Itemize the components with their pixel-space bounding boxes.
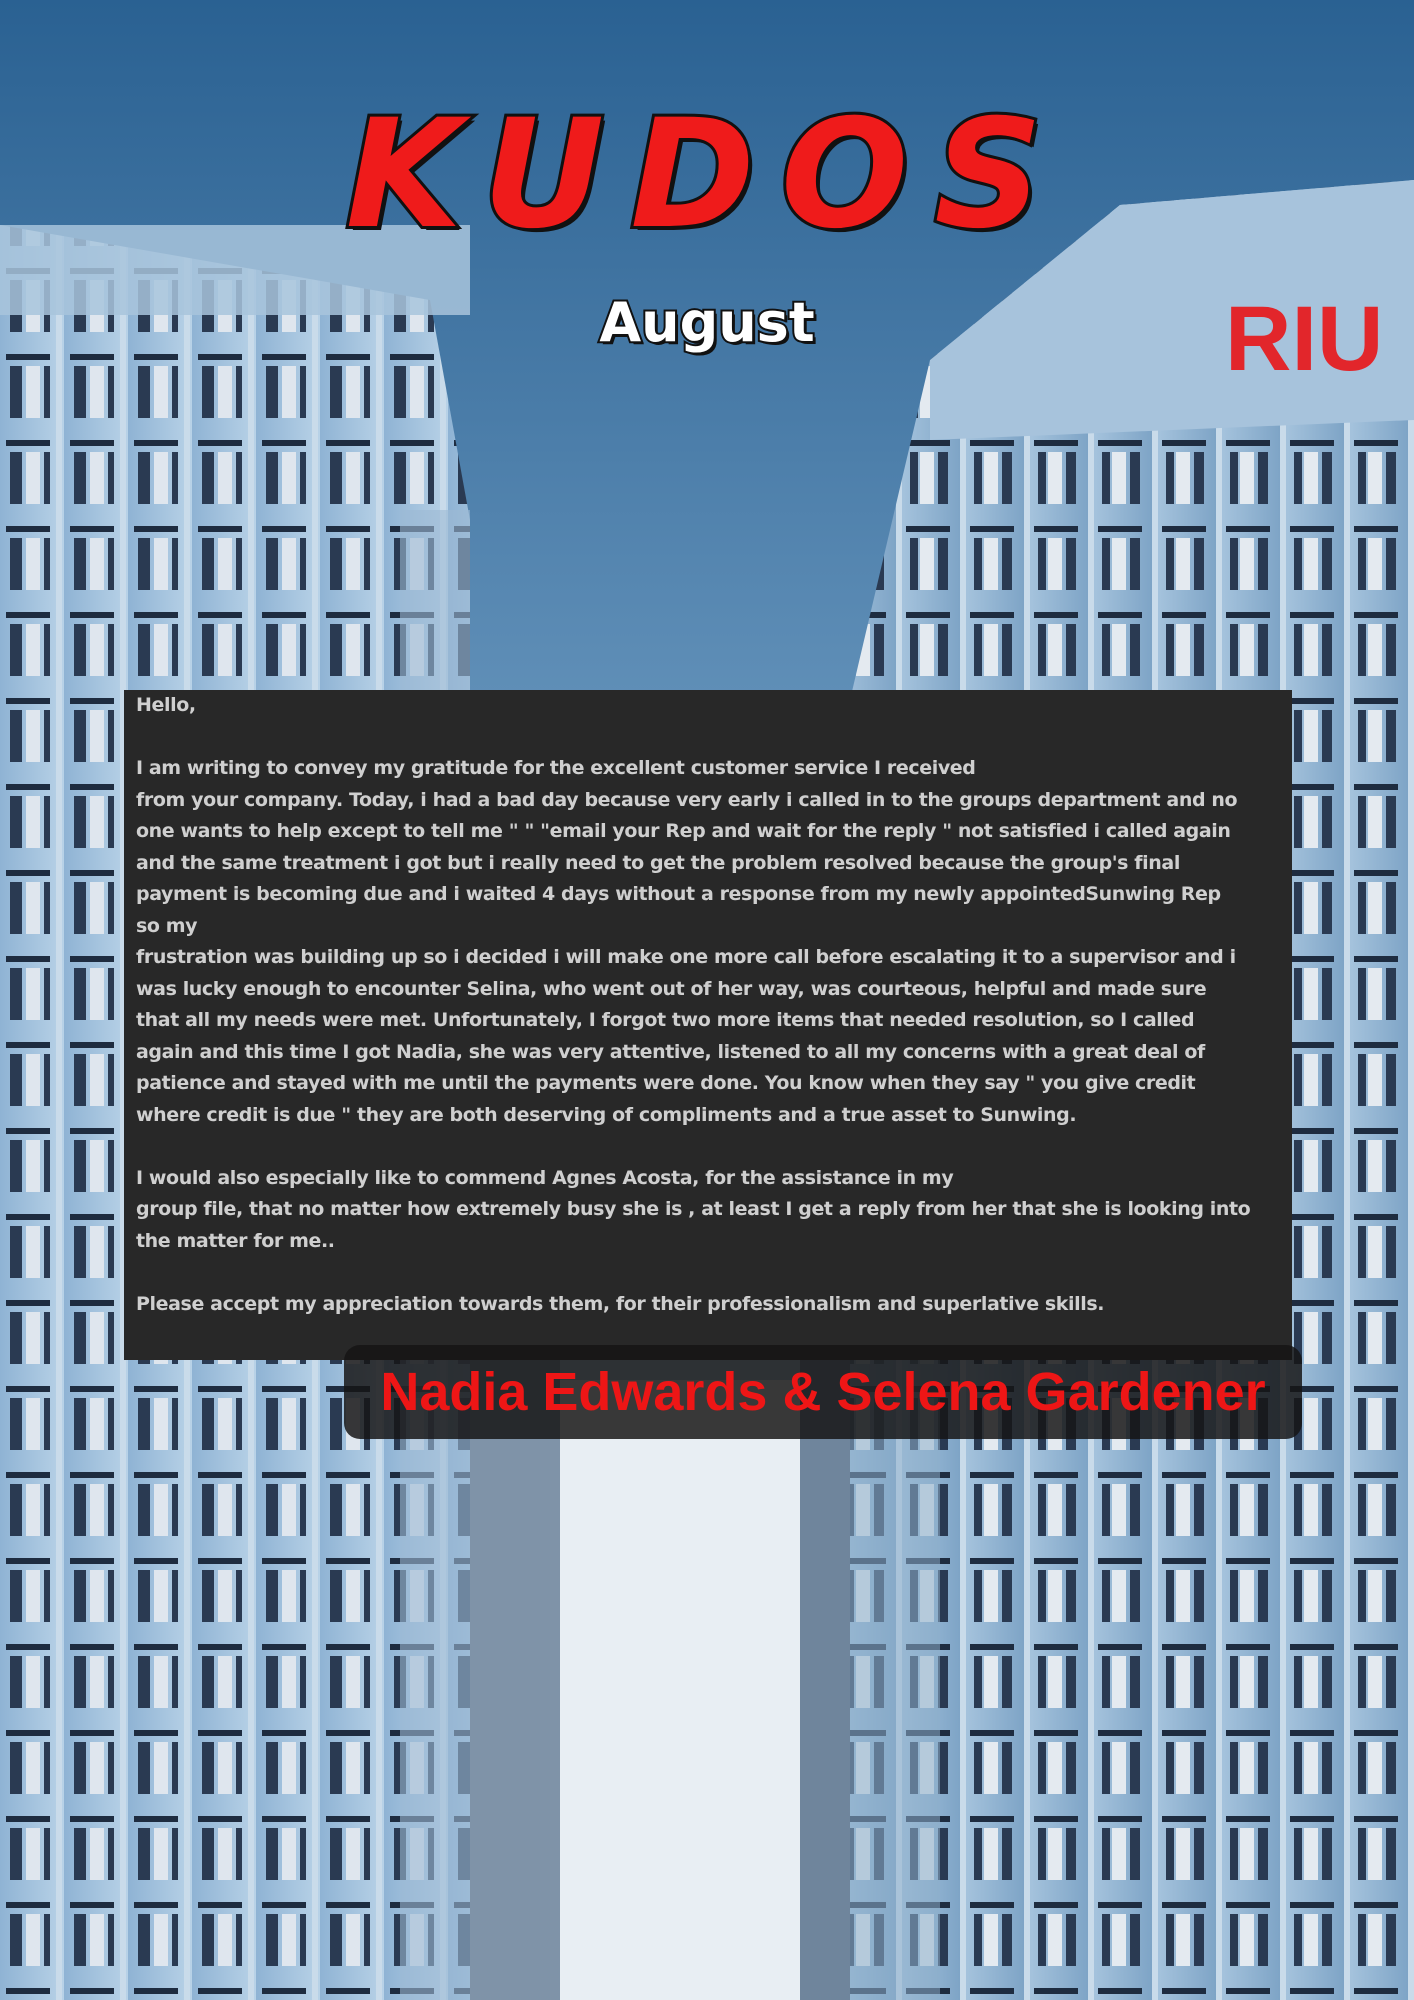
- letter-panel: [124, 690, 1292, 1360]
- building-sign-text: RIU: [1225, 288, 1384, 390]
- letter-line: again and this time I got Nadia, she was very attentive, listened to all my concerns with a great deal of: [136, 1040, 1205, 1063]
- letter-line: where credit is due " they are both deserving of compliments and a true asset to Sunwing.: [136, 1103, 1077, 1126]
- letter-line: and the same treatment i got but i really need to get the problem resolved because the group's final: [136, 851, 1180, 874]
- recipients-names: Nadia Edwards & Selena Gardener: [380, 1362, 1266, 1422]
- letter-greeting: Hello,: [136, 694, 196, 716]
- letter-line: payment is becoming due and i waited 4 days without a response from my newly appointedSunwing Rep: [136, 883, 1221, 905]
- letter-line: one wants to help except to tell me " " "email your Rep and wait for the reply " not satisfied i called again: [136, 820, 1231, 842]
- letter-line: group file, that no matter how extremely busy she is , at least I get a reply from her that she is looking into: [136, 1198, 1251, 1220]
- letter-line: that all my needs were met. Unfortunately, I forgot two more items that needed resolution, so I called: [136, 1009, 1195, 1031]
- kudos-title: KUDOS: [345, 88, 1069, 262]
- letter-line: frustration was building up so i decided i will make one more call before escalating it to a supervisor and i: [136, 946, 1236, 968]
- month-label: August: [599, 291, 815, 354]
- letter-line: so my: [136, 914, 198, 937]
- letter-line: I would also especially like to commend Agnes Acosta, for the assistance in my: [136, 1166, 954, 1189]
- letter-line: the matter for me..: [136, 1229, 335, 1252]
- letter-line: patience and stayed with me until the payments were done. You know when they say " you give credit: [136, 1072, 1196, 1094]
- letter-line: I am writing to convey my gratitude for the excellent customer service I received: [136, 757, 976, 779]
- letter-closing: Please accept my appreciation towards them, for their professionalism and superlative skills.: [136, 1292, 1105, 1315]
- letter-line: was lucky enough to encounter Selina, who went out of her way, was courteous, helpful and made sure: [136, 977, 1207, 1000]
- letter-line: from your company. Today, i had a bad day because very early i called in to the groups department and no: [136, 788, 1238, 811]
